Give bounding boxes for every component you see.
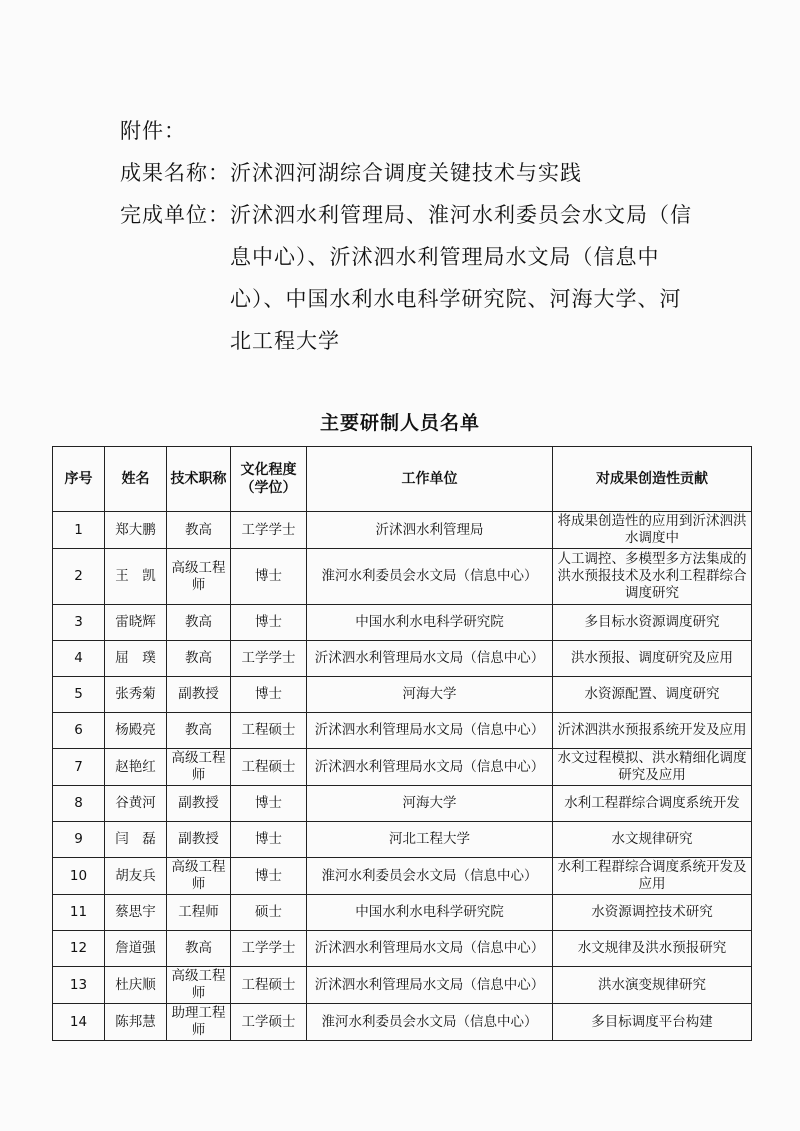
cell-contribution: 洪水预报、调度研究及应用 (553, 641, 752, 677)
cell-contribution: 水文规律研究 (553, 822, 752, 858)
header-contribution: 对成果创造性贡献 (553, 447, 752, 512)
cell-unit: 沂沭泗水利管理局水文局（信息中心） (307, 749, 553, 786)
cell-no: 1 (53, 512, 105, 549)
cell-contribution: 多目标水资源调度研究 (553, 605, 752, 641)
cell-no: 11 (53, 895, 105, 931)
cell-contribution: 水文规律及洪水预报研究 (553, 931, 752, 967)
cell-title: 高级工程师 (167, 749, 231, 786)
cell-contribution: 多目标调度平台构建 (553, 1004, 752, 1041)
cell-contribution: 水文过程模拟、洪水精细化调度研究及应用 (553, 749, 752, 786)
cell-no: 14 (53, 1004, 105, 1041)
cell-no: 4 (53, 641, 105, 677)
cell-degree: 博士 (231, 549, 307, 605)
cell-unit: 沂沭泗水利管理局 (307, 512, 553, 549)
cell-title: 工程师 (167, 895, 231, 931)
cell-unit: 沂沭泗水利管理局水文局（信息中心） (307, 713, 553, 749)
cell-no: 13 (53, 967, 105, 1004)
cell-name: 屈 璞 (105, 641, 167, 677)
cell-no: 3 (53, 605, 105, 641)
cell-unit: 河海大学 (307, 677, 553, 713)
cell-no: 2 (53, 549, 105, 605)
cell-name: 赵艳红 (105, 749, 167, 786)
header-name: 姓名 (105, 447, 167, 512)
table-row (53, 967, 752, 1004)
intro-block (120, 110, 700, 362)
cell-degree: 工学学士 (231, 512, 307, 549)
cell-degree: 博士 (231, 786, 307, 822)
table-row (53, 512, 752, 549)
cell-contribution: 水资源调控技术研究 (553, 895, 752, 931)
cell-contribution: 沂沭泗洪水预报系统开发及应用 (553, 713, 752, 749)
cell-name: 谷黄河 (105, 786, 167, 822)
cell-degree: 工程硕士 (231, 713, 307, 749)
result-name-label: 成果名称： (120, 161, 230, 185)
header-unit: 工作单位 (307, 447, 553, 512)
table-row (53, 713, 752, 749)
completing-units-line (120, 194, 700, 362)
cell-unit: 淮河水利委员会水文局（信息中心） (307, 858, 553, 895)
attachment-line (120, 110, 700, 152)
table-row (53, 895, 752, 931)
cell-name: 郑大鹏 (105, 512, 167, 549)
cell-title: 教高 (167, 512, 231, 549)
completing-units-label: 完成单位： (120, 203, 230, 227)
cell-title: 副教授 (167, 786, 231, 822)
cell-title: 教高 (167, 641, 231, 677)
cell-degree: 工程硕士 (231, 967, 307, 1004)
cell-name: 张秀菊 (105, 677, 167, 713)
table-row (53, 858, 752, 895)
cell-degree: 工学硕士 (231, 1004, 307, 1041)
cell-title: 教高 (167, 931, 231, 967)
cell-unit: 淮河水利委员会水文局（信息中心） (307, 1004, 553, 1041)
header-no: 序号 (53, 447, 105, 512)
cell-degree: 博士 (231, 822, 307, 858)
cell-title: 副教授 (167, 822, 231, 858)
table-row (53, 677, 752, 713)
result-name-line (120, 152, 700, 194)
cell-name: 詹道强 (105, 931, 167, 967)
cell-title: 高级工程师 (167, 967, 231, 1004)
cell-no: 10 (53, 858, 105, 895)
attachment-label: 附件： (120, 119, 186, 143)
cell-no: 6 (53, 713, 105, 749)
cell-name: 杜庆顺 (105, 967, 167, 1004)
table-row (53, 786, 752, 822)
cell-name: 胡友兵 (105, 858, 167, 895)
result-name-value: 沂沭泗河湖综合调度关键技术与实践 (230, 161, 582, 185)
cell-contribution: 将成果创造性的应用到沂沭泗洪水调度中 (553, 512, 752, 549)
table-header-row (53, 447, 752, 512)
table-row (53, 605, 752, 641)
cell-no: 9 (53, 822, 105, 858)
table-row (53, 641, 752, 677)
cell-degree: 工学学士 (231, 931, 307, 967)
table-row (53, 549, 752, 605)
cell-unit: 淮河水利委员会水文局（信息中心） (307, 549, 553, 605)
cell-contribution: 水资源配置、调度研究 (553, 677, 752, 713)
cell-name: 杨殿亮 (105, 713, 167, 749)
table-title: 主要研制人员名单 (319, 412, 480, 434)
cell-no: 5 (53, 677, 105, 713)
header-degree: 文化程度（学位） (231, 447, 307, 512)
table-row (53, 931, 752, 967)
cell-no: 8 (53, 786, 105, 822)
cell-degree: 硕士 (231, 895, 307, 931)
cell-no: 7 (53, 749, 105, 786)
cell-contribution: 水利工程群综合调度系统开发及应用 (553, 858, 752, 895)
table-row (53, 1004, 752, 1041)
cell-title: 高级工程师 (167, 549, 231, 605)
cell-title: 教高 (167, 713, 231, 749)
cell-degree: 工程硕士 (231, 749, 307, 786)
cell-degree: 博士 (231, 677, 307, 713)
cell-title: 助理工程师 (167, 1004, 231, 1041)
table-row (53, 749, 752, 786)
cell-title: 高级工程师 (167, 858, 231, 895)
cell-degree: 工学学士 (231, 641, 307, 677)
cell-degree: 博士 (231, 858, 307, 895)
table-row (53, 822, 752, 858)
personnel-table (52, 446, 752, 1041)
cell-name: 陈邦慧 (105, 1004, 167, 1041)
cell-title: 副教授 (167, 677, 231, 713)
completing-units-value: 沂沭泗水利管理局、淮河水利委员会水文局（信息中心）、沂沭泗水利管理局水文局（信息中心）、中国水利水电科学研究院、河海大学、河北工程大学 (230, 203, 692, 353)
cell-unit: 沂沭泗水利管理局水文局（信息中心） (307, 931, 553, 967)
cell-unit: 中国水利水电科学研究院 (307, 605, 553, 641)
cell-unit: 河北工程大学 (307, 822, 553, 858)
cell-no: 12 (53, 931, 105, 967)
cell-name: 王 凯 (105, 549, 167, 605)
cell-contribution: 水利工程群综合调度系统开发 (553, 786, 752, 822)
cell-title: 教高 (167, 605, 231, 641)
cell-contribution: 人工调控、多模型多方法集成的洪水预报技术及水利工程群综合调度研究 (553, 549, 752, 605)
cell-contribution: 洪水演变规律研究 (553, 967, 752, 1004)
cell-name: 蔡思宇 (105, 895, 167, 931)
cell-unit: 沂沭泗水利管理局水文局（信息中心） (307, 641, 553, 677)
cell-name: 闫 磊 (105, 822, 167, 858)
cell-unit: 沂沭泗水利管理局水文局（信息中心） (307, 967, 553, 1004)
cell-unit: 河海大学 (307, 786, 553, 822)
cell-degree: 博士 (231, 605, 307, 641)
cell-name: 雷晓辉 (105, 605, 167, 641)
header-title: 技术职称 (167, 447, 231, 512)
cell-unit: 中国水利水电科学研究院 (307, 895, 553, 931)
